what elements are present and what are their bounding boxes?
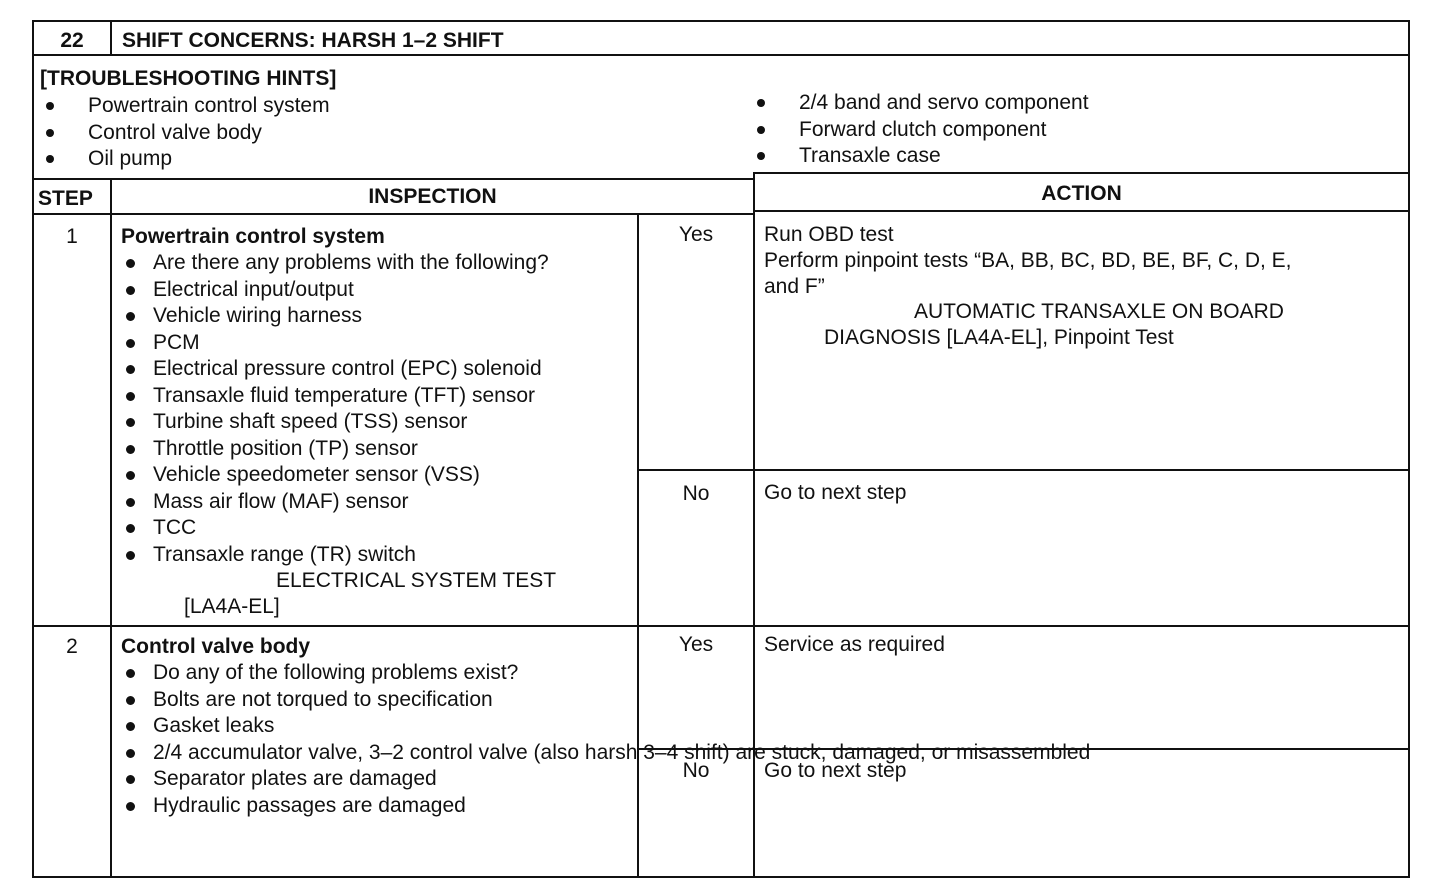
header-divider [32, 54, 1410, 56]
yes-label: Yes [678, 223, 714, 246]
inspection-item: Mass air flow (MAF) sensor [121, 489, 549, 516]
inspection-item: Bolts are not torqued to specification [121, 687, 621, 714]
hint-item: Control valve body [46, 120, 330, 147]
action-text: Service as required [764, 633, 945, 656]
reference-text: [LA4A-EL] [184, 595, 280, 618]
inspection-item: Electrical pressure control (EPC) solenoid [121, 356, 549, 383]
hint-item: Forward clutch component [757, 117, 1089, 144]
action-column-divider [753, 172, 755, 878]
inspection-item: Throttle position (TP) sensor [121, 436, 549, 463]
hints-divider-right [753, 172, 1410, 174]
inspection-title: Powertrain control system [121, 225, 385, 248]
hints-list-right [757, 90, 1089, 170]
action-column-header: ACTION [1041, 182, 1122, 205]
action-text: and F” [764, 275, 825, 298]
inspection-item: Electrical input/output [121, 277, 549, 304]
inspection-item: Hydraulic passages are damaged [121, 793, 621, 820]
hints-list-left [46, 93, 330, 173]
reference-text: AUTOMATIC TRANSAXLE ON BOARD [914, 300, 1284, 323]
inspection-item: Transaxle range (TR) switch [121, 542, 549, 569]
reference-text: ELECTRICAL SYSTEM TEST [276, 569, 557, 592]
inspection-item: Transaxle fluid temperature (TFT) sensor [121, 383, 549, 410]
inspection-item: Do any of the following problems exist? [121, 660, 621, 687]
step-number: 1 [66, 225, 78, 248]
yes-label: Yes [678, 633, 714, 656]
section-number: 22 [60, 29, 84, 52]
inspection-column-header: INSPECTION [368, 185, 497, 208]
action-text: Perform pinpoint tests “BA, BB, BC, BD, BE, BF, C, D, E, [764, 249, 1292, 272]
inspection-item: Turbine shaft speed (TSS) sensor [121, 409, 549, 436]
hints-divider-left [32, 178, 755, 180]
action-text: Go to next step [764, 481, 907, 504]
inspection-item: PCM [121, 330, 549, 357]
no-label: No [682, 759, 710, 782]
inspection-item: Are there any problems with the following? [121, 250, 549, 277]
inspection-item: TCC [121, 515, 549, 542]
hint-item: Oil pump [46, 146, 330, 173]
action-text: Go to next step [764, 759, 907, 782]
step-column-header: STEP [38, 187, 93, 210]
inspection-item: Vehicle speedometer sensor (VSS) [121, 462, 549, 489]
column-header-divider-left [32, 213, 755, 215]
hints-title: [TROUBLESHOOTING HINTS] [40, 67, 337, 90]
step-column-divider [110, 178, 112, 878]
reference-text: DIAGNOSIS [LA4A-EL], Pinpoint Test [824, 326, 1174, 349]
step-divider [32, 625, 1410, 627]
inspection-title: Control valve body [121, 635, 311, 658]
hint-item: 2/4 band and servo component [757, 90, 1089, 117]
column-header-divider-right [753, 210, 1410, 212]
action-text: Run OBD test [764, 223, 894, 246]
header-number-divider [110, 20, 112, 55]
section-title: SHIFT CONCERNS: HARSH 1–2 SHIFT [122, 29, 504, 52]
hint-item: Transaxle case [757, 143, 1089, 170]
inspection-item: 2/4 accumulator valve, 3–2 control valve (also harsh 3–4 shift) are stuck, damaged, or misassembled [121, 740, 621, 767]
inspection-item: Separator plates are damaged [121, 766, 621, 793]
inspection-item: Gasket leaks [121, 713, 621, 740]
hint-item: Powertrain control system [46, 93, 330, 120]
inspection-list [121, 250, 549, 568]
step-number: 2 [66, 635, 78, 658]
no-label: No [682, 482, 710, 505]
inspection-item: Vehicle wiring harness [121, 303, 549, 330]
